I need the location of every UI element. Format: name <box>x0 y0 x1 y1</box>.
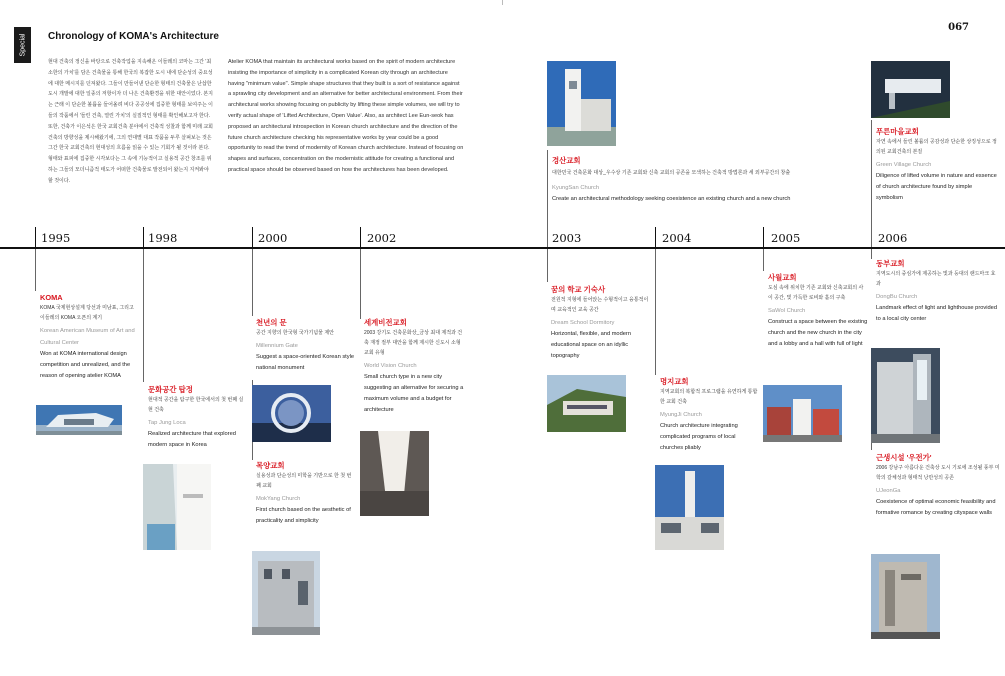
entry-title-english: DongBu Church <box>876 294 918 300</box>
year-2006: 2006 <box>878 231 908 245</box>
entry-title-korean: 세계비전교회 <box>364 318 407 327</box>
connector-line <box>871 120 872 247</box>
connector-line <box>360 249 361 319</box>
timeline-axis <box>0 247 1005 249</box>
entry-desc-english: Coexistence of optimal economic feasibility and formative romance by creating cityspace walls <box>876 499 996 516</box>
photo-dongbu-church <box>871 348 940 443</box>
entry-desc-korean: 지역교회의 복합적 프로그램을 유연하게 통합한 교회 건축 <box>660 389 758 405</box>
entry-kyungsan <box>552 156 822 205</box>
entry-title-korean: 경산교회 <box>552 156 581 165</box>
year-2003: 2003 <box>552 231 582 245</box>
entry-desc-korean: 지역도시의 중심가에 제공하는 빛과 등대의 랜드마크 효과 <box>876 271 996 287</box>
page-number: 067 <box>948 22 969 33</box>
entry-desc-korean: 실용성과 단순성의 미학을 기반으로 한 첫 번째 교회 <box>256 473 352 489</box>
photo-millennium-gate <box>252 385 331 442</box>
entry-greenvillage <box>876 127 1000 204</box>
connector-line <box>547 150 548 247</box>
connector-line <box>655 249 656 375</box>
intro-english: Atelier KOMA that maintain its architectural works based on the spirit of modern architecture insisting the importance of simplicity in a complicated Korean city through an architecture having "minimum value". Simple shape structures that they built is a sort of resistance against a sprawling city development and an alternative for better architectural environment. From their architectural works showing focusing on publicity by lifting these simple volumes, we will try to verify actual shape of 'Lifted Architecture, Open Value'. Also, as architect Lee Eun-seok has proposed an architectural introspection in Korean church architecture and the direction of the future church architecture checking his representative works by year could be a good opportunity to read the trend of modernity of Korean church architecture. Instead of focusing on shapes and surfaces, concentration on the modernistic attitude for creating a functional and practical space should be observed based on how the architectures has been developed. <box>228 59 464 173</box>
entry-desc-english: Won at KOMA international design competition and unrealized, and the reason of opening atelier KOMA <box>40 351 131 379</box>
spine-mark <box>502 0 503 5</box>
year-tick <box>763 227 764 247</box>
connector-line <box>871 249 872 259</box>
entry-title-english: Tap Jung Loca <box>148 420 186 426</box>
entry-title-english: Korean American Museum of Art and Cultural Center <box>40 328 135 346</box>
entry-title-korean: 천년의 문 <box>256 318 287 327</box>
entry-desc-english: Suggest a space-oriented Korean style national monument <box>256 354 355 371</box>
photo-tapjung <box>143 464 211 550</box>
connector-line <box>35 249 36 291</box>
year-2002: 2002 <box>367 231 397 245</box>
entry-title-english: UJeonGa <box>876 488 901 494</box>
entry-dongbu <box>876 259 1000 325</box>
entry-title-english: World Vision Church <box>364 363 417 369</box>
entry-title-english: Green Village Church <box>876 162 932 168</box>
connector-line <box>143 249 144 382</box>
year-tick <box>252 227 253 247</box>
entry-title-english: KyungSan Church <box>552 185 600 191</box>
entry-desc-korean: 2003 강기도 건축문화상_금상 최대 제적과 건축 재정 절부 대안을 함께 제시한 신도시 소형교회 유형 <box>364 330 463 356</box>
section-tab <box>14 27 31 63</box>
entry-myungji <box>660 377 760 454</box>
entry-desc-english: Church architecture integrating complicated programs of local churches pliably <box>660 423 738 451</box>
photo-dream-dormitory <box>547 375 626 432</box>
photo-myungji-church <box>655 465 724 550</box>
photo-kyungsan-church <box>547 61 616 146</box>
year-2005: 2005 <box>771 231 801 245</box>
entry-desc-english: Realized architecture that explored modern space in Korea <box>148 431 236 448</box>
entry-title-korean: 근생시설 '우전가' <box>876 453 932 462</box>
connector-line <box>252 249 253 316</box>
entry-desc-english: Construct a space between the existing church and the new church in the city and a lobby and a hall with full of light <box>768 319 868 347</box>
entry-title-korean: 목양교회 <box>256 461 285 470</box>
photo-green-village-church <box>871 61 950 118</box>
photo-world-vision-church <box>360 431 429 516</box>
entry-title-korean: 사월교회 <box>768 273 797 282</box>
entry-desc-english: Create an architectural methodology seeking coexistence an existing church and a new church <box>552 196 791 202</box>
entry-tapjung <box>148 385 248 451</box>
entry-desc-korean: 자연 속에서 들린 볼륨의 공감성과 단순한 상징성으로 정의된 교회건축의 본질 <box>876 139 997 155</box>
entry-desc-english: Landmark effect of light and lighthouse provided to a local city center <box>876 305 997 322</box>
entry-koma <box>40 293 138 382</box>
entry-ujeonga <box>876 453 1000 519</box>
entry-desc-korean: 전원적 지형에 들어앉는 수형적이고 융통적이며 교육적인 교육 공간 <box>551 297 649 313</box>
entry-title-english: Millennium Gate <box>256 343 298 349</box>
entry-desc-korean: 대한민국 건축문화 대상_우수상 기존 교회와 신축 교회의 공존을 모색하는 건축적 방법론과 세 외부공간의 창출 <box>552 170 791 176</box>
entry-desc-english: Horizontal, flexible, and modern educational space on an idyllic topography <box>551 331 631 359</box>
year-tick <box>360 227 361 247</box>
entry-title-english: MokYang Church <box>256 496 301 502</box>
entry-desc-korean: 2006 강남구 아름다운 건축상 도시 기로에 조성될 풍부 미학의 갈체성과 형태적 낭만성의 공존 <box>876 465 1000 481</box>
entry-millennium <box>256 318 356 374</box>
entry-desc-korean: 현대적 공간을 탐구한 한국에서의 첫 번째 실현 건축 <box>148 397 244 413</box>
entry-title-korean: 동부교회 <box>876 259 905 268</box>
page-title: Chronology of KOMA's Architecture <box>48 31 219 42</box>
intro-korean: 현대 건축의 정신을 바탕으로 건축작업을 지속해온 이들레의 코마는 그간 '최소한의 가치'를 담은 건축물을 통해 한국의 복잡한 도시 내에 단순성의 중요성에 대한 메시지를 던져왔다. 그들이 만들어낸 단순한 형태의 건축물은 난삽한 도시 개발에 대한 일종의 저항이자 더 나은 건축환경을 위한 대안이었다. 본지는 근래 이 단순한 볼륨을 들어올려 비다 공공성에 집중한 형태를 보여주는 이들의 작품에서 '들린 건축, 열린 가치'의 실질적인 형태를 확인해보고자 한다. 또한, 건축가 이은석은 한국 교회건축 분야에서 건축적 성찰과 함께 미래 교회건축의 방향성을 제시해왔기에, 그의 연대별 대표 작품을 두루 살펴보는 것은 그간 한국 교회건축의 현대성의 흐름을 읽을 수 있는 기회가 될 것이라 본다. 형태와 표피에 집중한 시각보다는 그 속에 기능적이고 실용적 공간 창조를 위하는 그들의 모더니즘적 태도가 어떠한 건축물로 발전되어 왔는지 지켜봐야 할 것이다. <box>48 59 214 184</box>
year-1998: 1998 <box>148 231 178 245</box>
entry-title-korean: 명지교회 <box>660 377 689 386</box>
section-tab-label: Special <box>19 33 26 57</box>
entry-sawol <box>768 273 868 350</box>
entry-desc-english: Diligence of lifted volume in nature and essence of church architecture found by simple symbolism <box>876 173 997 201</box>
photo-sawol-church <box>763 385 842 442</box>
entry-title-korean: 문화공간 탑정 <box>148 385 193 394</box>
connector-line <box>763 249 764 271</box>
entry-title-korean: KOMA <box>40 293 63 302</box>
entry-dream <box>551 285 651 362</box>
year-tick <box>143 227 144 247</box>
entry-title-english: SaWol Church <box>768 308 806 314</box>
connector-line <box>547 249 548 282</box>
entry-mokyang <box>256 461 352 527</box>
entry-title-english: MyungJi Church <box>660 412 702 418</box>
entry-worldvision <box>364 318 464 416</box>
year-1995: 1995 <box>41 231 71 245</box>
year-tick <box>35 227 36 247</box>
entry-title-english: Dream School Dormitory <box>551 320 615 326</box>
entry-desc-korean: 도심 속에 위치한 기존 교회와 신축교회의 사이 공간, 빛 가득한 로비와 홀의 구축 <box>768 285 864 301</box>
entry-desc-english: Small church type in a new city suggesting an alternative for securing a maximum volume and a budget for architecture <box>364 374 464 413</box>
entry-desc-korean: 공간 지향의 한국형 국가기념물 제안 <box>256 330 335 336</box>
entry-title-korean: 꿈의 학교 기숙사 <box>551 285 606 294</box>
photo-koma-museum <box>36 405 122 435</box>
photo-mokyang-church <box>252 551 320 635</box>
year-tick <box>655 227 656 247</box>
photo-ujeonga <box>871 554 940 639</box>
entry-desc-korean: KOMA 국제현상설계 당선과 미남표, 그리고 이들레의 KOMA 오픈의 계기 <box>40 305 134 321</box>
year-2004: 2004 <box>662 231 692 245</box>
year-2000: 2000 <box>258 231 288 245</box>
entry-desc-english: First church based on the aesthetic of practicality and simplicity <box>256 507 351 524</box>
entry-title-korean: 푸른마을교회 <box>876 127 919 136</box>
